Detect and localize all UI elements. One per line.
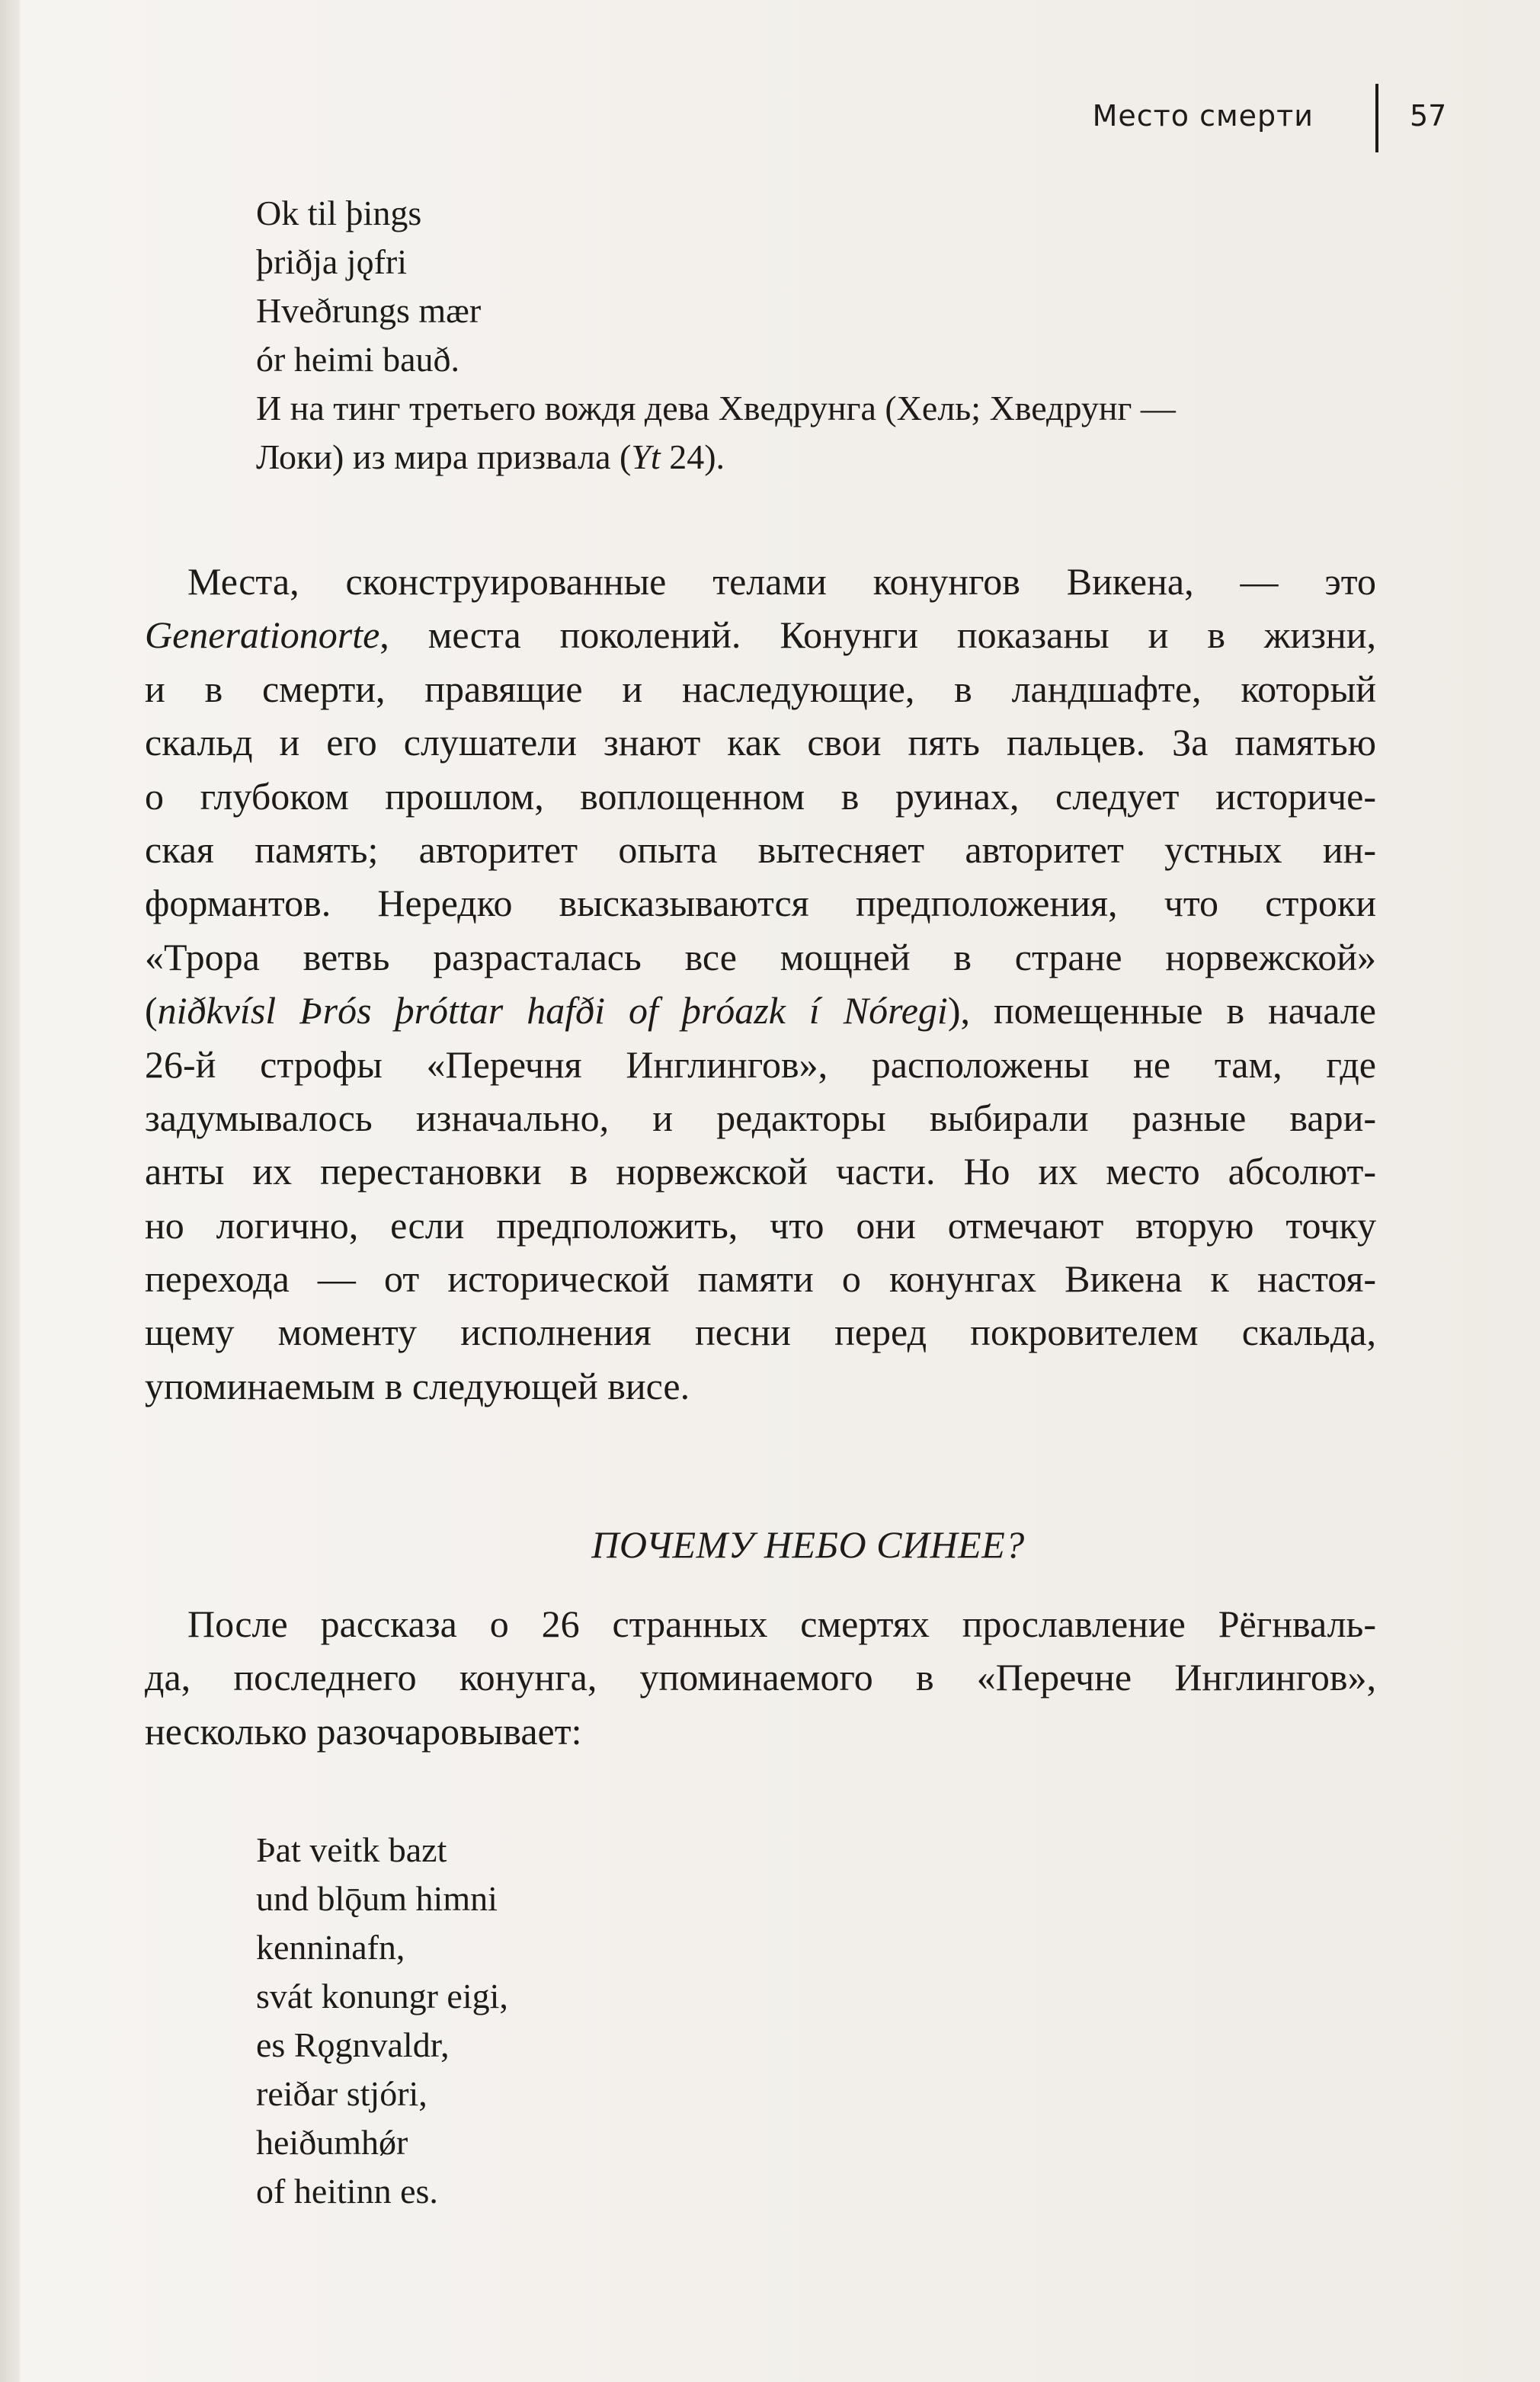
verse-line: ór heimi bauð. [256, 340, 459, 379]
verse-old-norse-2 [256, 1826, 508, 2216]
paragraph-line: но логично, если предположить, что они отмечают вторую точку [145, 1203, 1376, 1247]
page-gutter [0, 0, 20, 2382]
verse-line: es Rǫgnvaldr, [256, 2025, 450, 2064]
italic-quote: niðkvísl Þrós þróttar hafði of þróazk í Nóregi [157, 989, 948, 1033]
paragraph-rognvald [145, 1597, 1376, 1758]
running-header [1036, 84, 1463, 152]
translation-line-2 [256, 433, 1277, 482]
paragraph-line: о глубоком прошлом, воплощенном в руинах, следует историче- [145, 774, 1376, 818]
verse-old-norse-1 [256, 189, 481, 384]
paragraph-generation-places [145, 555, 1376, 1413]
paragraph-line [145, 984, 1376, 1037]
paragraph-line: да, последнего конунга, упоминаемого в «Перечне Инглингов», [145, 1656, 1376, 1699]
verse-line: kenninafn, [256, 1928, 405, 1967]
page-number: 57 [1410, 99, 1447, 133]
paragraph-line: 26-й строфы «Перечня Инглингов», расположены не там, где [145, 1042, 1376, 1086]
translation-text: Локи) из мира призвала ( [256, 437, 632, 476]
verse-line: þriðja jǫfri [256, 242, 407, 281]
paragraph-line [145, 608, 1376, 661]
paragraph-line: несколько разочаровывает: [145, 1709, 582, 1753]
paragraph-text: ( [145, 989, 158, 1033]
paragraph-line: щему моменту исполнения песни перед покровителем скальда, [145, 1311, 1376, 1354]
paragraph-text: ), помещенные в начале [947, 989, 1376, 1033]
verse-line: Ok til þings [256, 194, 422, 232]
running-header-title: Место смерти [1092, 99, 1314, 133]
section-heading-text: ПОЧЕМУ НЕБО СИНЕЕ? [591, 1523, 1025, 1566]
paragraph-line: упоминаемым в следующей висе. [145, 1364, 690, 1407]
paragraph-line: «Трора ветвь разрасталась все мощней в стране норвежской» [145, 935, 1376, 978]
verse-line: und blǭum himni [256, 1879, 498, 1918]
italic-term: Generationorte [145, 613, 380, 657]
paragraph-line: скальд и его слушатели знают как свои пять пальцев. За памятью [145, 721, 1376, 764]
paragraph-text: , места поколений. Конунги показаны и в жизни, [379, 613, 1376, 657]
paragraph-line: формантов. Нередко высказываются предположения, что строки [145, 882, 1376, 925]
verse-line: heiðumhǿr [256, 2123, 408, 2162]
verse-line: reiðar stjóri, [256, 2074, 427, 2113]
paragraph-line: Места, сконструированные телами конунгов Викена, — это [187, 560, 1376, 603]
verse-line: Hveðrungs mær [256, 291, 482, 330]
verse-line: svát konungr eigi, [256, 1977, 508, 2015]
section-heading [0, 1522, 1540, 1567]
paragraph-line: и в смерти, правящие и наследующие, в ландшафте, который [145, 667, 1376, 710]
verse-translation [256, 384, 1277, 482]
paragraph-line: задумывалось изначально, и редакторы выбирали разные вари- [145, 1096, 1376, 1139]
paragraph-line: ская память; авторитет опыта вытесняет авторитет устных ин- [145, 828, 1376, 871]
paragraph-line: После рассказа о 26 странных смертях прославление Рёгнваль- [187, 1602, 1376, 1645]
source-abbreviation: Yt [631, 437, 661, 476]
paragraph-line: анты их перестановки в норвежской части. Но их место абсолют- [145, 1150, 1376, 1193]
translation-line-1: И на тинг третьего вождя дева Хведрунга (Хель; Хведрунг — [256, 389, 1176, 427]
translation-text: 24). [660, 437, 725, 476]
verse-line: of heitinn es. [256, 2172, 438, 2211]
verse-line: Þat veitk bazt [256, 1830, 447, 1869]
paragraph-line: перехода — от исторической памяти о конунгах Викена к настоя- [145, 1257, 1376, 1301]
header-divider [1375, 84, 1378, 152]
